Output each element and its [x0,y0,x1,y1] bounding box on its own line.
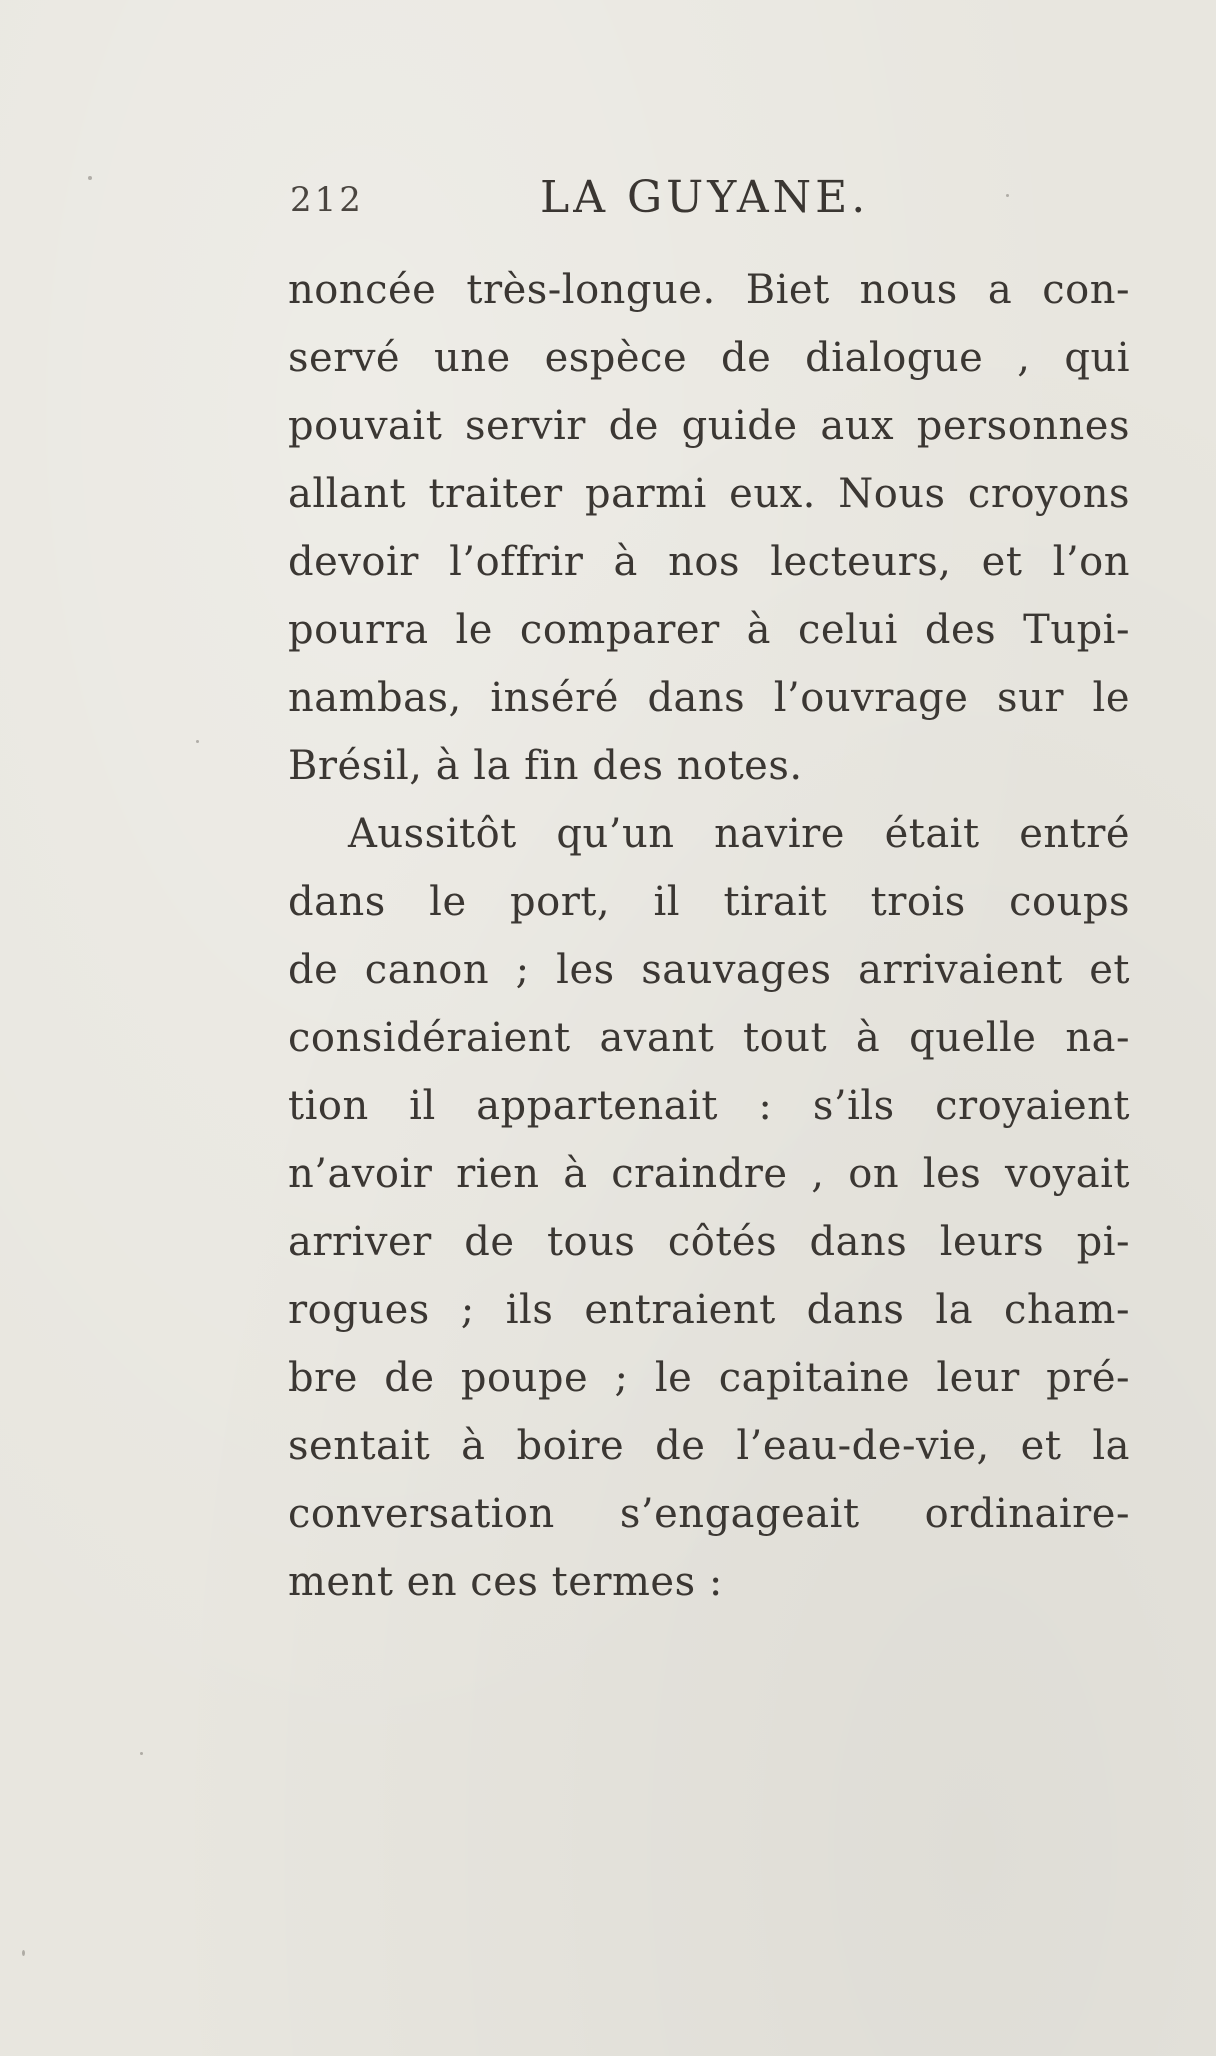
text-line: pourra le comparer à celui des Tupi- [288,607,1130,653]
text-line: ment en ces termes : [288,1559,723,1605]
paper-speck [88,176,92,180]
paper-speck [140,1752,143,1755]
running-title: LA GUYANE. [540,172,870,223]
text-line: n’avoir rien à craindre , on les voyait [288,1151,1130,1197]
text-line: bre de poupe ; le capitaine leur pré- [288,1355,1130,1401]
text-line: dans le port, il tirait trois coups [288,879,1130,925]
text-line: allant traiter parmi eux. Nous croyons [288,471,1130,517]
text-line: Brésil, à la fin des notes. [288,743,803,789]
text-line: devoir l’offrir à nos lecteurs, et l’on [288,539,1130,585]
text-line: pouvait servir de guide aux personnes [288,403,1130,449]
text-line: considéraient avant tout à quelle na- [288,1015,1130,1061]
page-header [290,172,1130,232]
paper-speck [22,1950,25,1956]
text-line: de canon ; les sauvages arrivaient et [288,947,1130,993]
text-line: sentait à boire de l’eau-de-vie, et la [288,1423,1130,1469]
text-line: nambas, inséré dans l’ouvrage sur le [288,675,1130,721]
text-line: arriver de tous côtés dans leurs pi- [288,1219,1130,1265]
paper-speck [196,740,199,743]
text-line: servé une espèce de dialogue , qui [288,335,1130,381]
body-text [288,256,1130,1616]
text-line: rogues ; ils entraient dans la cham- [288,1287,1130,1333]
text-line: tion il appartenait : s’ils croyaient [288,1083,1130,1129]
text-line: noncée très-longue. Biet nous a con- [288,267,1130,313]
paragraph-first-line: Aussitôt qu’un navire était entré [348,811,1130,857]
paper-speck [1006,194,1009,197]
page-number: 212 [290,180,364,220]
text-line: conversation s’engageait ordinaire- [288,1491,1130,1537]
